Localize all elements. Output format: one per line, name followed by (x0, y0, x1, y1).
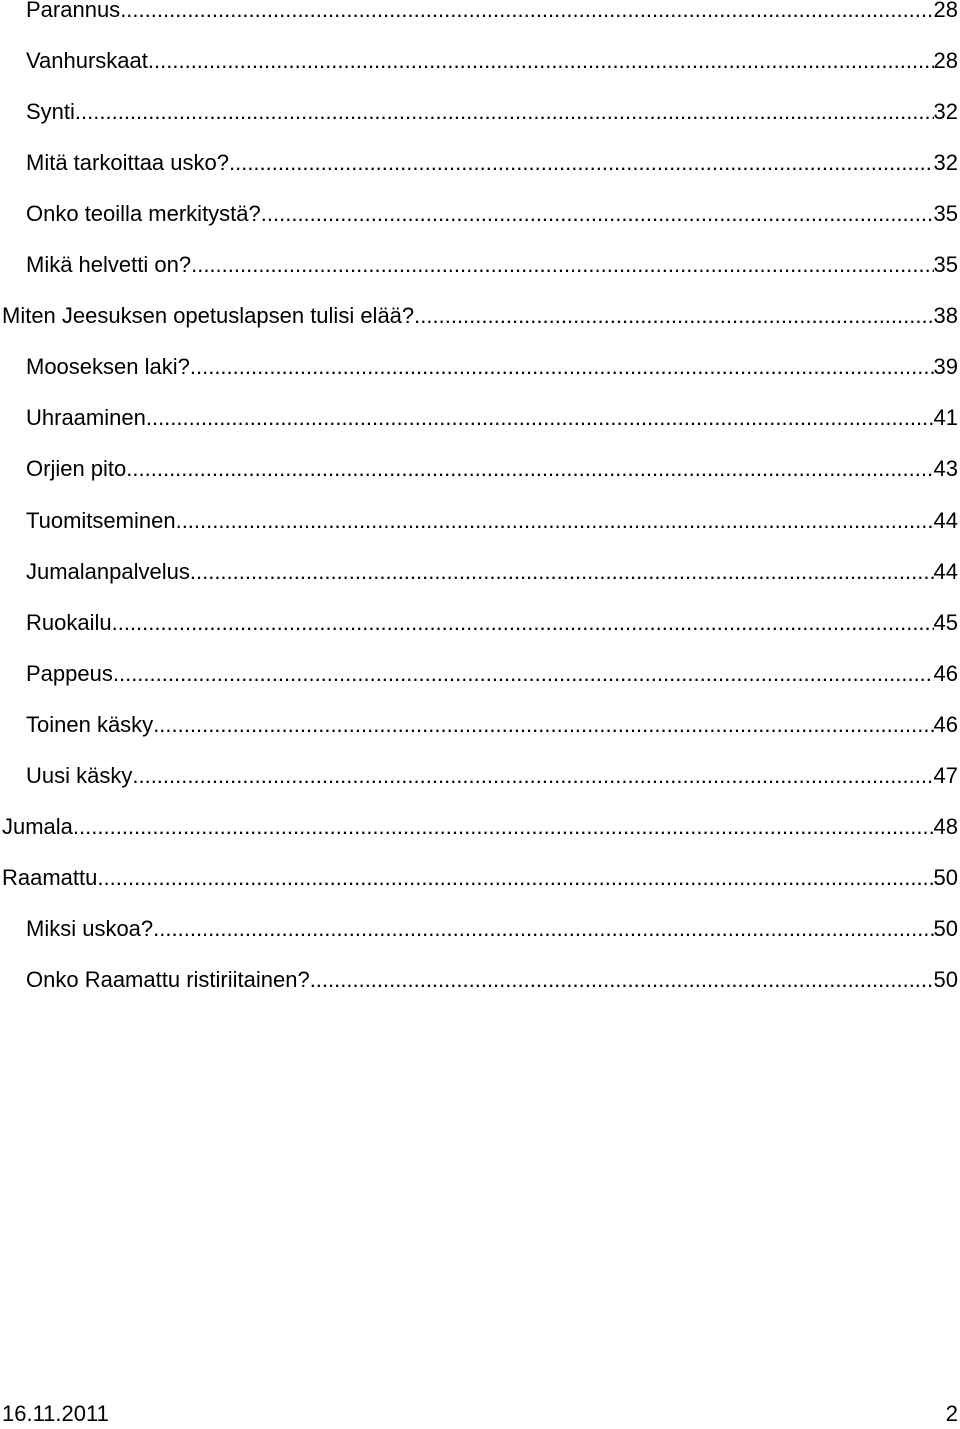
toc-dot-leader (176, 506, 934, 536)
toc-entry[interactable] (2, 863, 958, 893)
toc-entry-title: Orjien pito (26, 456, 127, 482)
toc-entry-title: Miksi uskoa? (26, 915, 154, 941)
toc-entry[interactable] (26, 659, 958, 689)
toc-entry-title: Tuomitseminen (26, 507, 176, 533)
toc-entry-page-number: 46 (933, 711, 958, 737)
toc-entry-page-number: 45 (933, 609, 958, 635)
toc-entry-page-number: 35 (933, 252, 958, 278)
toc-entry[interactable] (26, 46, 958, 76)
toc-entry-page-number: 44 (933, 507, 958, 533)
toc-entry-page-number: 35 (933, 201, 958, 227)
toc-entry-page-number: 50 (933, 864, 958, 890)
toc-entry-title: Pappeus (26, 660, 113, 686)
toc-entry-page-number: 28 (933, 0, 958, 22)
toc-entry[interactable] (26, 965, 958, 995)
toc-dot-leader (75, 97, 934, 127)
toc-entry[interactable] (26, 403, 958, 433)
toc-dot-leader (153, 710, 933, 740)
toc-dot-leader (112, 608, 934, 638)
toc-entry[interactable] (26, 914, 958, 944)
toc-entry[interactable] (26, 352, 958, 382)
toc-dot-leader (73, 812, 934, 842)
toc-entry-page-number: 38 (933, 303, 958, 329)
toc-dot-leader (261, 199, 934, 229)
toc-entry-page-number: 39 (933, 354, 958, 380)
toc-entry-title: Ruokailu (26, 609, 112, 635)
toc-dot-leader (113, 659, 934, 689)
toc-dot-leader (97, 863, 933, 893)
toc-entry-title: Mitä tarkoittaa usko? (26, 150, 229, 176)
toc-entry-page-number: 44 (933, 558, 958, 584)
toc-entry-page-number: 32 (933, 99, 958, 125)
toc-dot-leader (190, 352, 934, 382)
toc-entry[interactable] (26, 557, 958, 587)
toc-entry[interactable] (26, 148, 958, 178)
toc-entry-title: Uhraaminen (26, 405, 146, 431)
toc-entry-page-number: 41 (933, 405, 958, 431)
toc-entry[interactable] (26, 454, 958, 484)
toc-entry-title: Jumala (2, 813, 73, 839)
toc-entry-title: Vanhurskaat (26, 48, 148, 74)
toc-entry[interactable] (26, 608, 958, 638)
footer-date: 16.11.2011 (2, 1401, 109, 1426)
toc-dot-leader (120, 0, 933, 25)
toc-dot-leader (310, 965, 934, 995)
toc-entry[interactable] (26, 199, 958, 229)
toc-entry[interactable] (26, 761, 958, 791)
toc-entry-page-number: 48 (933, 813, 958, 839)
toc-entry-title: Mooseksen laki? (26, 354, 190, 380)
toc-entry-page-number: 47 (933, 762, 958, 788)
toc-entry[interactable] (26, 0, 958, 25)
toc-dot-leader (153, 914, 933, 944)
toc-entry[interactable] (26, 250, 958, 280)
toc-entry[interactable] (26, 506, 958, 536)
toc-entry-page-number: 50 (933, 915, 958, 941)
toc-dot-leader (191, 250, 933, 280)
toc-entry-page-number: 32 (933, 150, 958, 176)
toc-entry[interactable] (2, 812, 958, 842)
toc-entry-page-number: 43 (933, 456, 958, 482)
toc-dot-leader (132, 761, 933, 791)
toc-entry-title: Parannus (26, 0, 121, 22)
footer-page-number: 2 (945, 1401, 958, 1426)
toc-entry[interactable] (26, 710, 958, 740)
toc-entry[interactable] (26, 97, 958, 127)
toc-entry-title: Mikä helvetti on? (26, 252, 192, 278)
toc-entry-title: Onko teoilla merkitystä? (26, 201, 261, 227)
toc-dot-leader (190, 557, 934, 587)
toc-entry-title: Jumalanpalvelus (26, 558, 190, 584)
toc-entry-page-number: 50 (933, 966, 958, 992)
toc-dot-leader (146, 403, 934, 433)
toc-entry[interactable] (2, 301, 958, 331)
toc-entry-page-number: 46 (933, 660, 958, 686)
toc-entry-title: Miten Jeesuksen opetuslapsen tulisi elää? (2, 303, 415, 329)
toc-entry-title: Toinen käsky (26, 711, 154, 737)
toc-entry-page-number: 28 (933, 48, 958, 74)
toc-entry-title: Raamattu (2, 864, 98, 890)
toc-entry-title: Uusi käsky (26, 762, 133, 788)
toc-entry-title: Onko Raamattu ristiriitainen? (26, 966, 310, 992)
toc-entry-title: Synti (26, 99, 75, 125)
toc-dot-leader (229, 148, 934, 178)
toc-dot-leader (126, 454, 933, 484)
toc-dot-leader (414, 301, 933, 331)
toc-dot-leader (148, 46, 934, 76)
